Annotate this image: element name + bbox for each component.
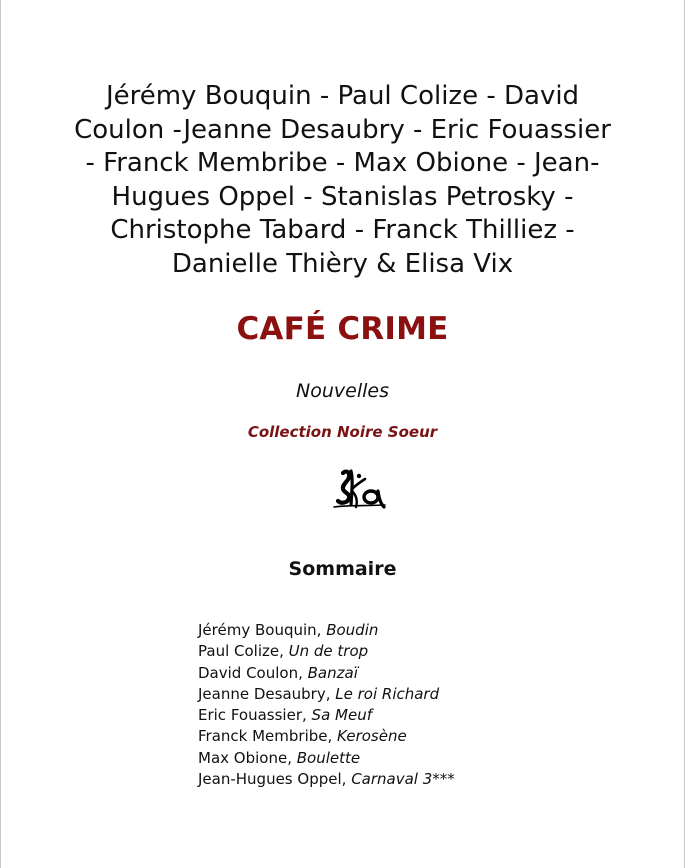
toc-entry: Max Obione, Boulette <box>198 748 361 767</box>
book-title: CAFÉ CRIME <box>236 311 449 347</box>
toc-author: Max Obione <box>198 748 288 767</box>
toc-work: Un de trop <box>288 642 369 661</box>
toc-author: David Coulon <box>198 663 299 682</box>
authors-line: Hugues Oppel - Stanislas Petrosky - <box>111 181 574 212</box>
toc-work: Sa Meuf <box>311 706 372 725</box>
ska-logo-icon <box>329 467 389 515</box>
toc-author: Eric Fouassier <box>198 706 302 725</box>
authors-line: Danielle Thièry & Elisa Vix <box>171 248 514 279</box>
toc-work: Le roi Richard <box>335 684 440 703</box>
toc-work: Carnaval 3*** <box>351 770 455 789</box>
publisher-logo <box>329 467 389 515</box>
toc-author: Franck Membribe <box>198 727 328 746</box>
authors-line: Jérémy Bouquin - Paul Colize - David <box>105 81 580 111</box>
collection-label: Collection Noire Soeur <box>247 423 438 441</box>
toc-entry: Jérémy Bouquin, Boudin <box>198 621 379 639</box>
toc-work: Banzaï <box>307 663 358 682</box>
authors-line: Christophe Tabard - Franck Thilliez - <box>110 215 575 245</box>
toc-author: Jérémy Bouquin <box>198 621 317 639</box>
toc-entry: David Coulon, Banzaï <box>198 663 358 682</box>
toc-heading: Sommaire <box>288 558 397 580</box>
authors-block <box>70 80 615 281</box>
table-of-contents <box>198 620 455 790</box>
toc-author: Jeanne Desaubry <box>198 684 326 703</box>
toc-work: Boulette <box>296 748 361 767</box>
authors-line: - Franck Membribe - Max Obione - Jean- <box>85 148 600 178</box>
toc-entry: Jeanne Desaubry, Le roi Richard <box>198 684 440 703</box>
toc-author: Paul Colize <box>198 642 280 661</box>
toc-work: Boudin <box>326 621 379 639</box>
authors-line: Coulon -Jeanne Desaubry - Eric Fouassier <box>74 114 611 145</box>
toc-entry: Jean-Hugues Oppel, Carnaval 3*** <box>198 770 455 789</box>
toc-author: Jean-Hugues Oppel <box>198 770 342 789</box>
genre-label: Nouvelles <box>296 380 389 402</box>
toc-entry: Eric Fouassier, Sa Meuf <box>198 706 372 725</box>
toc-work: Kerosène <box>337 727 407 746</box>
toc-entry: Paul Colize, Un de trop <box>198 642 369 661</box>
toc-entry: Franck Membribe, Kerosène <box>198 727 407 746</box>
